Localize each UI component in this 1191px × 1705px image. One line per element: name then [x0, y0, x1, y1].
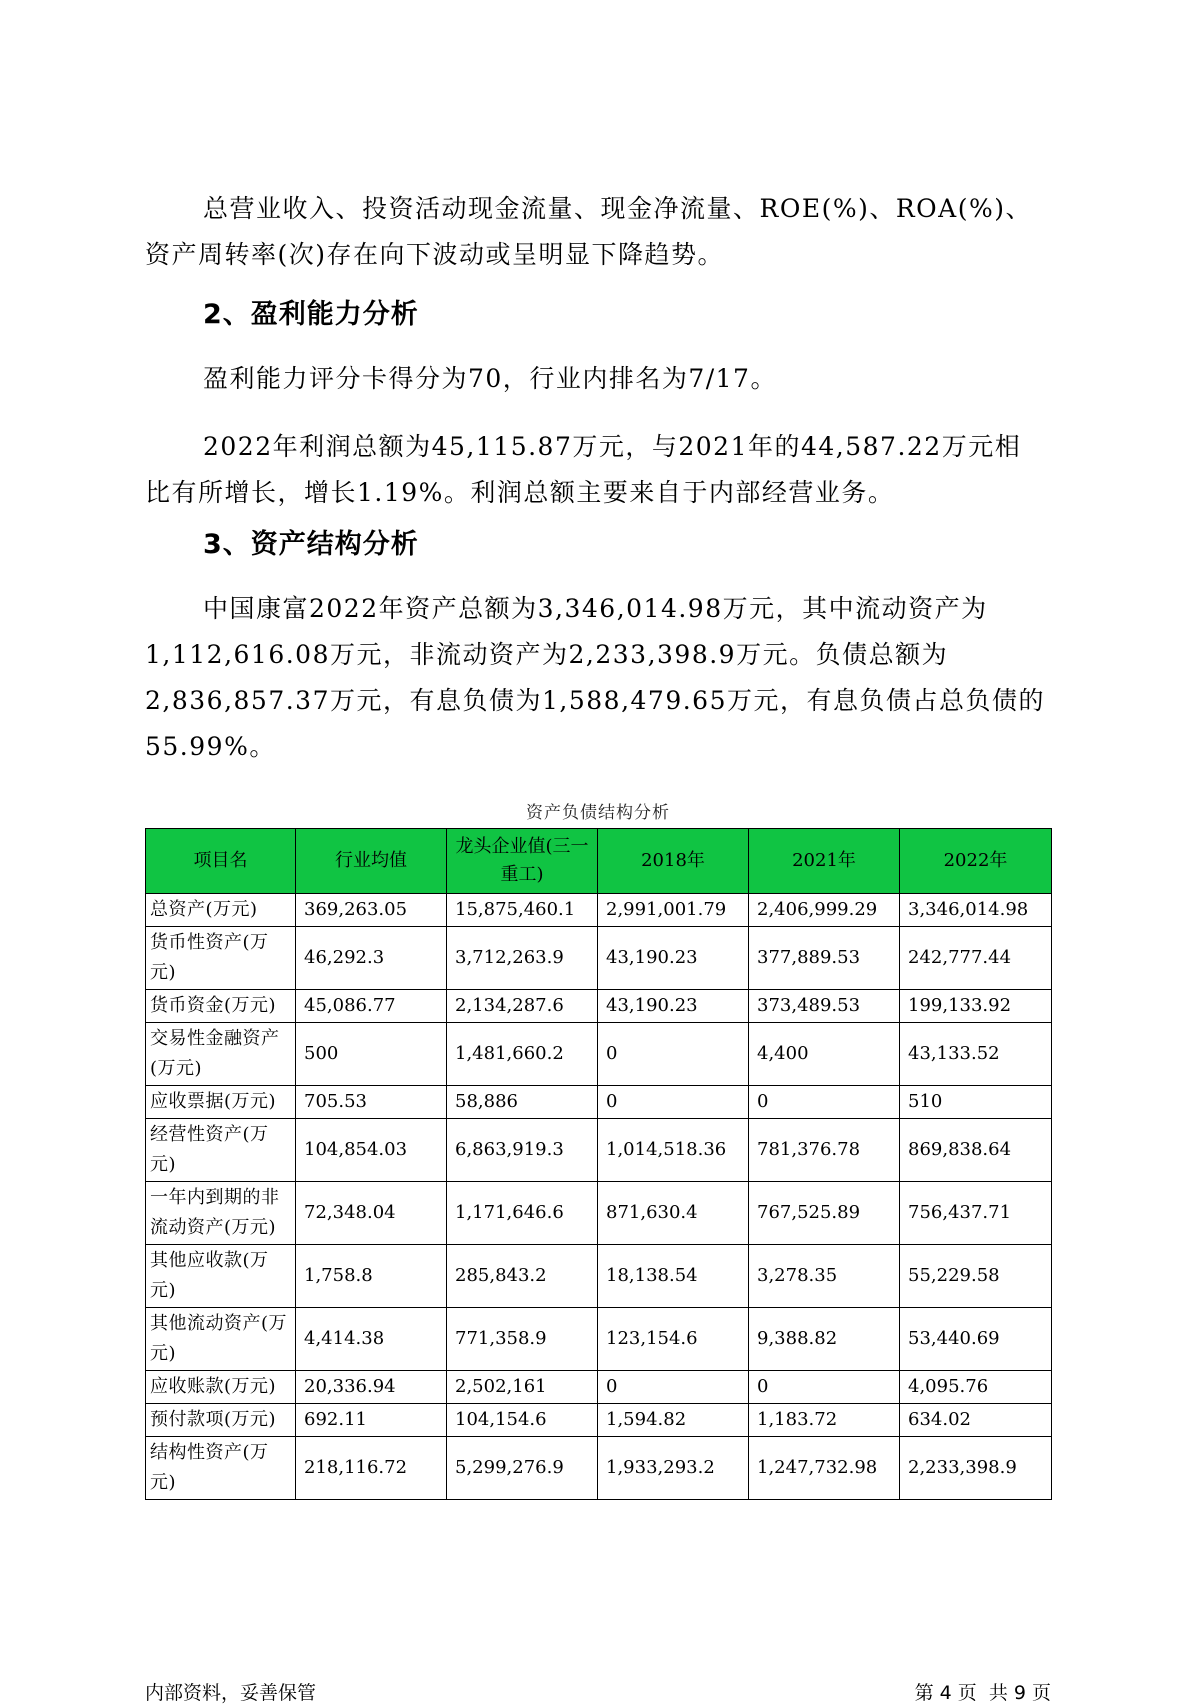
table-row: [146, 990, 1052, 1023]
table-cell: 104,854.03: [296, 1119, 447, 1182]
table-cell: 15,875,460.1: [447, 894, 598, 927]
table-cell: 1,933,293.2: [598, 1437, 749, 1500]
header-2021: 2021年: [749, 829, 900, 894]
table-cell: 869,838.64: [900, 1119, 1052, 1182]
table-cell: 781,376.78: [749, 1119, 900, 1182]
table-cell: 369,263.05: [296, 894, 447, 927]
table-cell: 377,889.53: [749, 927, 900, 990]
table-cell: 771,358.9: [447, 1308, 598, 1371]
header-industry-average: 行业均值: [296, 829, 447, 894]
table-cell: 0: [598, 1371, 749, 1404]
table-cell: 1,247,732.98: [749, 1437, 900, 1500]
table-cell: 767,525.89: [749, 1182, 900, 1245]
table-cell: 500: [296, 1023, 447, 1086]
table-row: [146, 1086, 1052, 1119]
table-cell: 2,406,999.29: [749, 894, 900, 927]
table-row-label: 应收账款(万元): [146, 1371, 296, 1404]
table-cell: 692.11: [296, 1404, 447, 1437]
table-row-label: 一年内到期的非流动资产(万元): [146, 1182, 296, 1245]
table-cell: 1,481,660.2: [447, 1023, 598, 1086]
table-cell: 705.53: [296, 1086, 447, 1119]
balance-structure-table: [145, 828, 1052, 1500]
section3-paragraph: [145, 586, 1045, 770]
section2-text-1: 盈利能力评分卡得分为70，行业内排名为7/17。: [203, 364, 777, 393]
intro-text: 总营业收入、投资活动现金流量、现金净流量、ROE(%)、ROA(%)、资产周转率(次)存在向下波动或呈明显下降趋势。: [145, 194, 1032, 269]
table-cell: 43,133.52: [900, 1023, 1052, 1086]
table-cell: 2,991,001.79: [598, 894, 749, 927]
section3-heading: 3、资产结构分析: [203, 529, 419, 560]
table-cell: 18,138.54: [598, 1245, 749, 1308]
section2-heading: 2、盈利能力分析: [203, 299, 419, 330]
table-row-label: 预付款项(万元): [146, 1404, 296, 1437]
table-body: [146, 894, 1052, 1500]
table-cell: 0: [598, 1086, 749, 1119]
section2-paragraph-1: [145, 356, 1045, 402]
table-row: [146, 1371, 1052, 1404]
table-cell: 2,233,398.9: [900, 1437, 1052, 1500]
table-cell: 4,095.76: [900, 1371, 1052, 1404]
header-2022: 2022年: [900, 829, 1052, 894]
section2-text-2: 2022年利润总额为45,115.87万元，与2021年的44,587.22万元相比有所增长，增长1.19%。利润总额主要来自于内部经营业务。: [145, 432, 1022, 507]
table-row-label: 货币资金(万元): [146, 990, 296, 1023]
table-cell: 3,346,014.98: [900, 894, 1052, 927]
table-cell: 0: [749, 1371, 900, 1404]
section2-paragraph-2: [145, 424, 1045, 516]
table-row-label: 经营性资产(万元): [146, 1119, 296, 1182]
table-row: [146, 1437, 1052, 1500]
table-cell: 0: [598, 1023, 749, 1086]
table-cell: 634.02: [900, 1404, 1052, 1437]
table-cell: 1,594.82: [598, 1404, 749, 1437]
table-cell: 871,630.4: [598, 1182, 749, 1245]
table-row-label: 货币性资产(万元): [146, 927, 296, 990]
table-cell: 45,086.77: [296, 990, 447, 1023]
table-row-label: 其他流动资产(万元): [146, 1308, 296, 1371]
table-row: [146, 1308, 1052, 1371]
table-cell: 756,437.71: [900, 1182, 1052, 1245]
header-2018: 2018年: [598, 829, 749, 894]
table-row: [146, 1245, 1052, 1308]
table-cell: 1,014,518.36: [598, 1119, 749, 1182]
table-cell: 199,133.92: [900, 990, 1052, 1023]
table-row: [146, 1023, 1052, 1086]
table-caption: 资产负债结构分析: [526, 803, 670, 823]
table-cell: 53,440.69: [900, 1308, 1052, 1371]
table-cell: 20,336.94: [296, 1371, 447, 1404]
table-row-label: 结构性资产(万元): [146, 1437, 296, 1500]
table-cell: 285,843.2: [447, 1245, 598, 1308]
table-row-label: 交易性金融资产(万元): [146, 1023, 296, 1086]
table-cell: 3,712,263.9: [447, 927, 598, 990]
table-cell: 510: [900, 1086, 1052, 1119]
table-cell: 4,400: [749, 1023, 900, 1086]
table-row: [146, 927, 1052, 990]
table-cell: 43,190.23: [598, 927, 749, 990]
header-leader-value: 龙头企业值(三一重工): [447, 829, 598, 894]
table-cell: 373,489.53: [749, 990, 900, 1023]
footer-confidential: 内部资料，妥善保管: [145, 1682, 317, 1704]
table-row-label: 其他应收款(万元): [146, 1245, 296, 1308]
table-row: [146, 1119, 1052, 1182]
table-cell: 0: [749, 1086, 900, 1119]
table-cell: 3,278.35: [749, 1245, 900, 1308]
table-cell: 4,414.38: [296, 1308, 447, 1371]
intro-paragraph: [145, 186, 1045, 278]
table-row: [146, 1182, 1052, 1245]
table-cell: 5,299,276.9: [447, 1437, 598, 1500]
section3-text: 中国康富2022年资产总额为3,346,014.98万元，其中流动资产为1,112,616.08万元，非流动资产为2,233,398.9万元。负债总额为2,836,857.37万元，有息负债为1,588,479.65万元，有息负债占总负债的55.99%。: [145, 594, 1045, 761]
table-cell: 1,758.8: [296, 1245, 447, 1308]
table-row-label: 总资产(万元): [146, 894, 296, 927]
table-cell: 1,183.72: [749, 1404, 900, 1437]
table-cell: 72,348.04: [296, 1182, 447, 1245]
header-item-name: 项目名: [146, 829, 296, 894]
footer-page-number: 第 4 页 共 9 页: [914, 1682, 1051, 1704]
table-cell: 9,388.82: [749, 1308, 900, 1371]
table-cell: 6,863,919.3: [447, 1119, 598, 1182]
table-cell: 2,502,161: [447, 1371, 598, 1404]
table-cell: 218,116.72: [296, 1437, 447, 1500]
table-cell: 104,154.6: [447, 1404, 598, 1437]
table-cell: 55,229.58: [900, 1245, 1052, 1308]
table-cell: 123,154.6: [598, 1308, 749, 1371]
table-cell: 43,190.23: [598, 990, 749, 1023]
table-row: [146, 1404, 1052, 1437]
table-cell: 2,134,287.6: [447, 990, 598, 1023]
table-cell: 58,886: [447, 1086, 598, 1119]
table-row: [146, 894, 1052, 927]
table-cell: 1,171,646.6: [447, 1182, 598, 1245]
table-header-row: [146, 829, 1052, 894]
table-row-label: 应收票据(万元): [146, 1086, 296, 1119]
table-cell: 242,777.44: [900, 927, 1052, 990]
table-cell: 46,292.3: [296, 927, 447, 990]
